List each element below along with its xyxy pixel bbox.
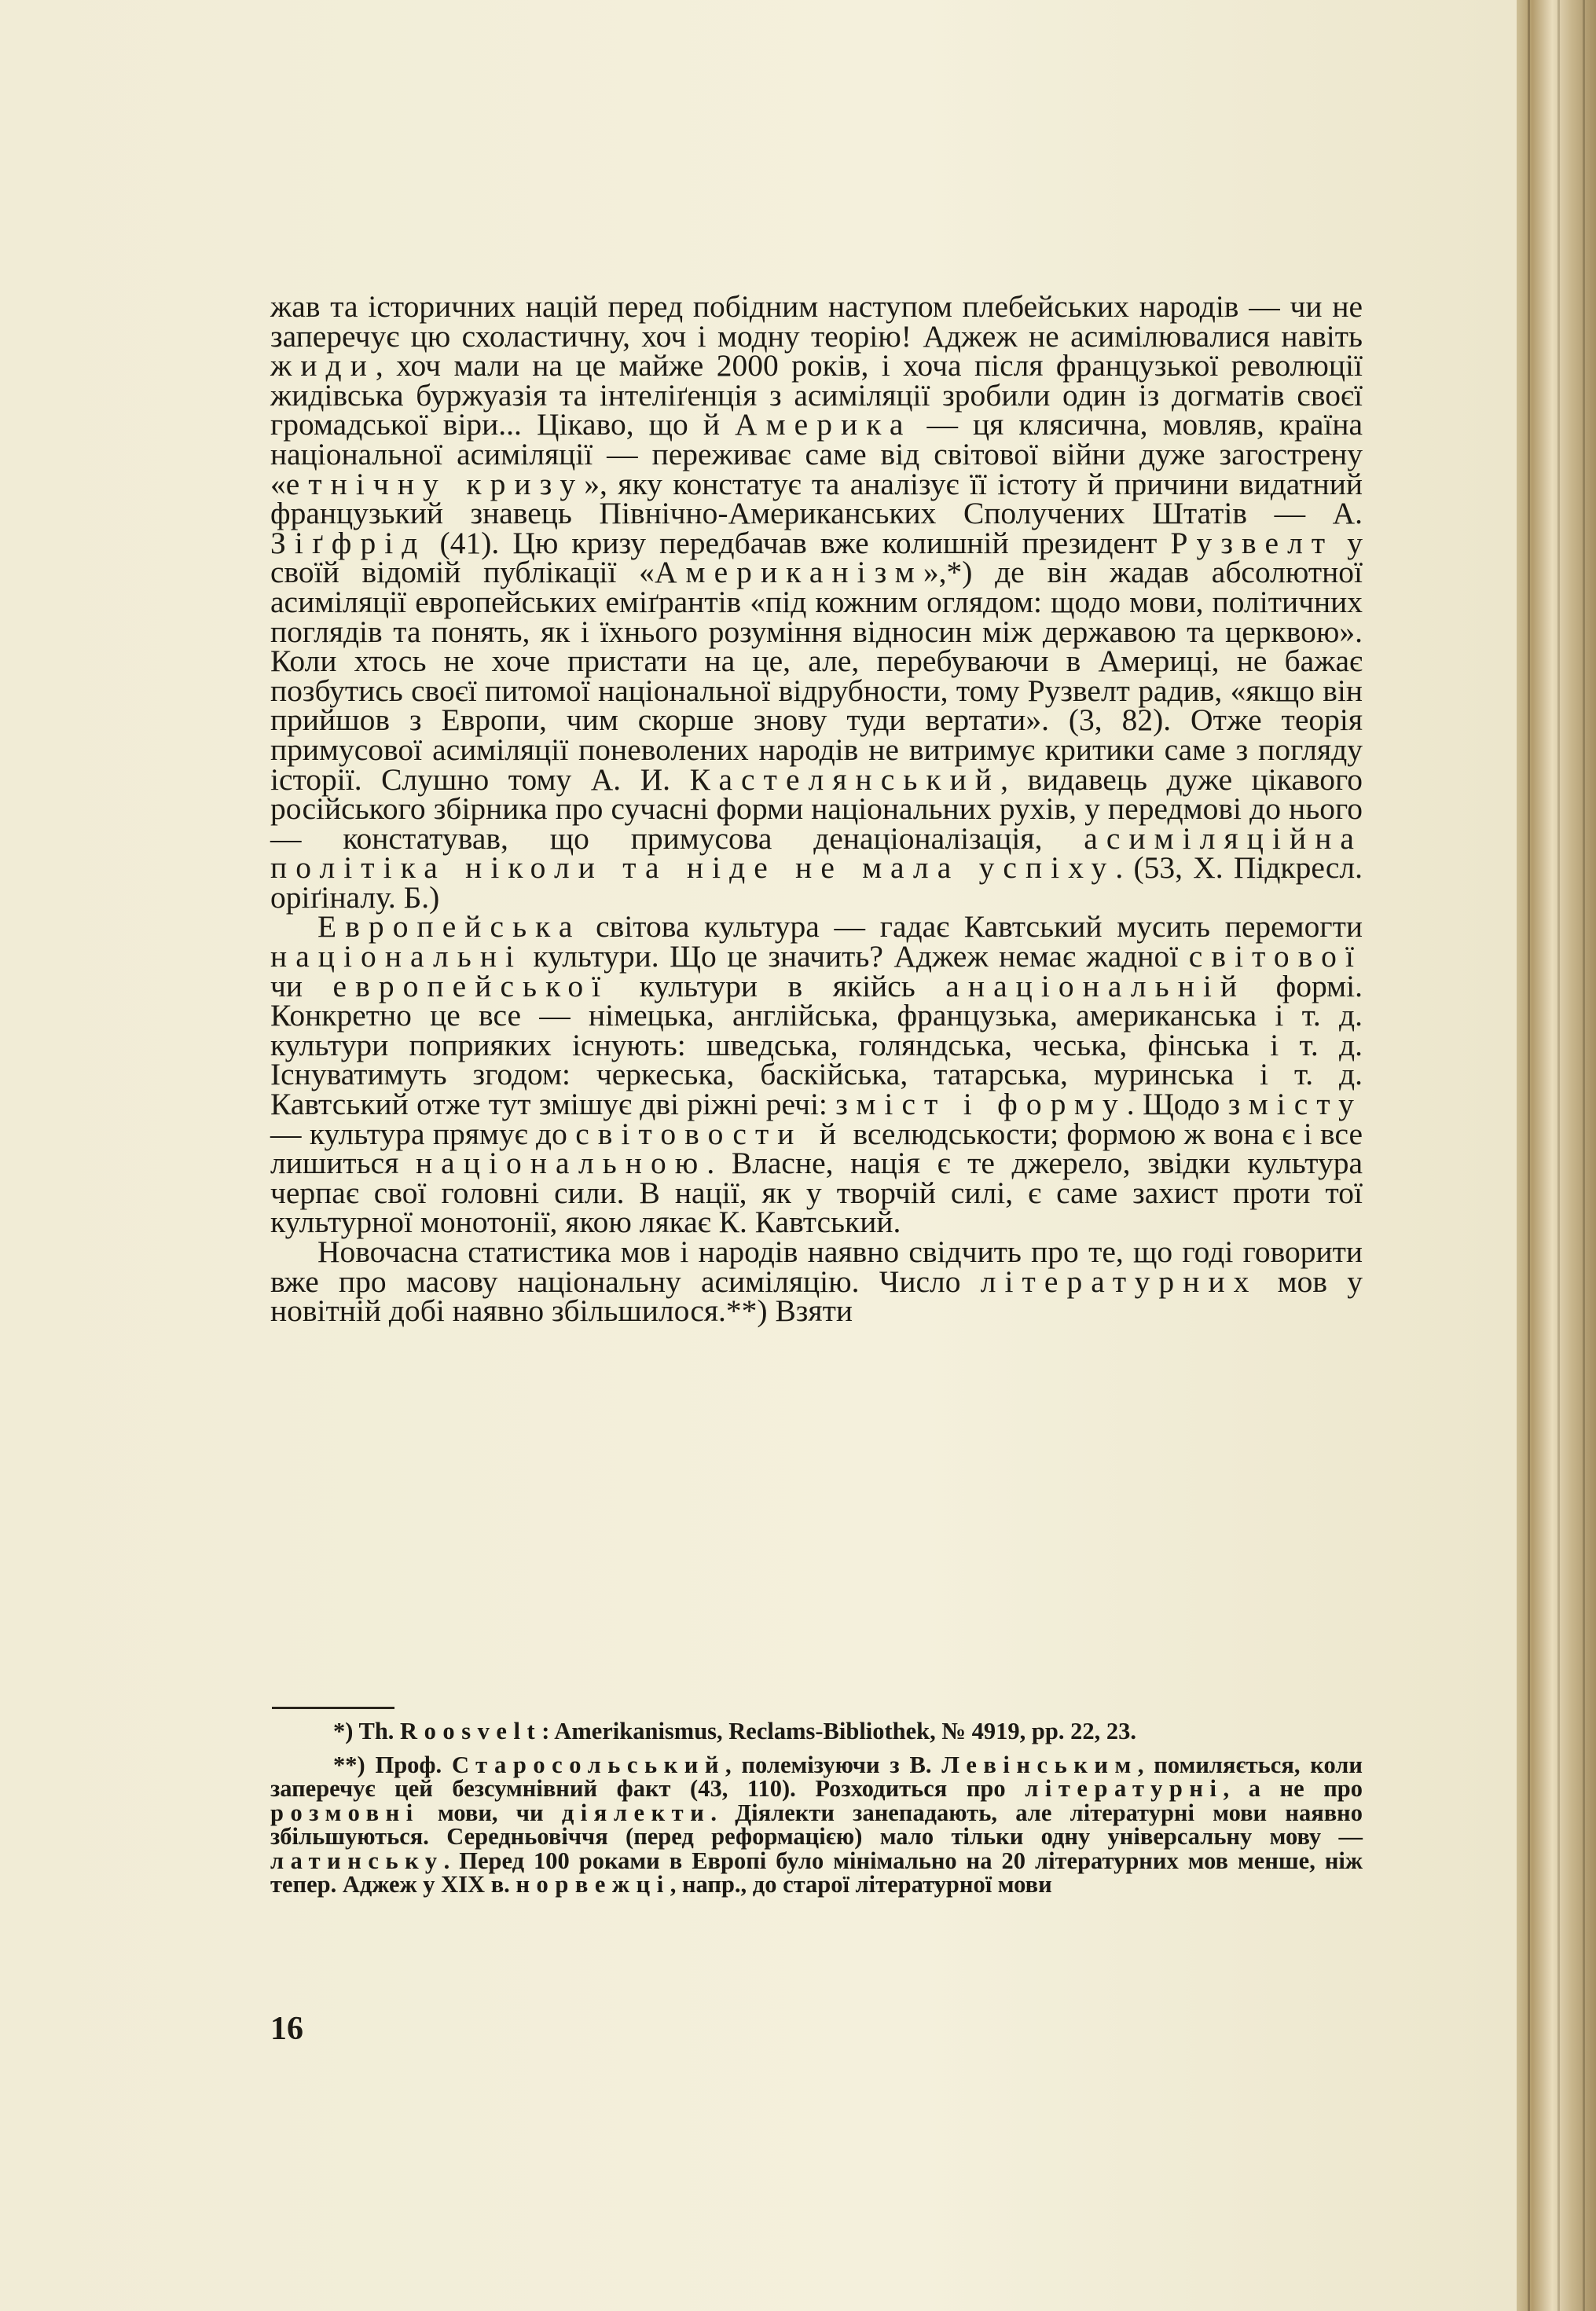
text-segment: культури в якійсь (609, 968, 946, 1003)
paragraph-1 (270, 289, 1363, 915)
text-segment: національні (270, 939, 523, 974)
footnote-segment: , а не про (1223, 1775, 1363, 1802)
footnote-segment: **) Проф. (333, 1751, 452, 1778)
text-segment: Новочасна статистика мов і народів наявно свідчить про те, що годі говорити вже про масову національну асиміляцію. Число (270, 1234, 1363, 1299)
book-spine-edge (1517, 0, 1596, 2311)
text-segment: , видавець дуже цікавого російського збірника про сучасні форми національних рухів, у передмові до нього — констатував, що примусова денаціоналізація, (270, 761, 1363, 856)
text-segment: Кастелянський (689, 761, 1001, 797)
text-segment: чи (270, 968, 333, 1003)
footnote-segment: , напр., до старої літературної мови (670, 1871, 1052, 1898)
text-segment: змісту (1227, 1087, 1363, 1122)
page-number: 16 (270, 2011, 303, 2047)
body-text (270, 289, 1363, 1329)
footnote-segment: , помиляється, коли заперечує цей безсумнівний факт (43, 110). Розходиться про (270, 1751, 1363, 1802)
footnote-segment: Левінським (941, 1751, 1138, 1778)
text-segment: Зіґфрід (270, 525, 427, 560)
text-segment: европейської (332, 968, 610, 1003)
footnote-segment: літературні (1025, 1775, 1224, 1802)
text-segment: жиди (270, 348, 376, 383)
footnotes (270, 1719, 1363, 1906)
text-segment: анаціональній (945, 968, 1246, 1003)
text-segment: Рузвелт (1170, 525, 1334, 560)
text-segment: асиміляційна політіка ніколи та ніде не мала успіху (270, 820, 1363, 886)
footnote-segment: Старосольський (451, 1751, 725, 1778)
footnote-segment: норвежці (515, 1871, 670, 1898)
footnote-segment: , полемізуючи з В. (725, 1751, 942, 1778)
text-segment: (41). Цю кризу передбачав вже колишній президент (426, 525, 1171, 560)
text-segment: світовости й (575, 1116, 846, 1151)
paragraph-3 (270, 1234, 1363, 1329)
text-segment: культури. Що це значить? Аджеж немає жадної (523, 939, 1189, 974)
footnote-segment: латинську (270, 1847, 444, 1874)
footnote-segment: *) Th. (333, 1718, 401, 1744)
footnote-segment: розмовні (270, 1799, 420, 1826)
text-segment: зміст і форму (835, 1087, 1127, 1122)
footnote-divider (272, 1707, 394, 1709)
text-segment: — ця клясична, мовляв, країна національної асиміляції — переживає саме від світової війни дуже загострену « (270, 407, 1363, 501)
footnote-segment: . Діялекти занепадають, але літературні мови наявно збільшуються. Середньовіччя (перед реформацією) мало тільки одну універсальну мову — (270, 1799, 1363, 1850)
footnote-segment: мови, чи (419, 1799, 562, 1826)
text-segment: вселюдськости; формою ж вона є і все лишиться (270, 1116, 1363, 1181)
text-segment: жав та історичних націй перед побідним наступом плебейських народів — чи не заперечує цю схоластичну, хоч і модну теорію! Аджеж не асимілювалися навіть (270, 289, 1363, 354)
footnote-segment: діялекти (561, 1799, 711, 1826)
footnote-segment: : Amerikanismus, Reclams-Bibliothek, № 4919, pp. 22, 23. (541, 1718, 1136, 1744)
text-segment: . Щодо (1126, 1087, 1228, 1122)
text-segment: світова культура — гадає Кавтський мусить перемогти (581, 909, 1363, 945)
text-segment: . (53, X. Підкресл. оріґіналу. Б.) (270, 850, 1363, 915)
text-segment: етнічну кризу (285, 466, 585, 501)
text-segment: мов у новітній добі наявно збільшилося.**) Взяти (270, 1264, 1363, 1329)
footnote-segment: Roosvelt (400, 1718, 542, 1744)
text-segment: у своїй відомій публікації « (270, 525, 1363, 590)
text-segment: Америка (734, 407, 912, 442)
text-segment: — культура прямує до (270, 1116, 576, 1151)
text-segment: національною (415, 1146, 707, 1181)
text-segment: Американізм (654, 555, 923, 590)
text-segment: . Власне, нація є те джерело, звідки культура черпає свої головні сили. В нації, як у творчій силі, є саме захист проти тої культурної монотонії, якою лякає К. Кавтський. (270, 1146, 1363, 1240)
text-segment: Европейська (317, 909, 582, 945)
text-segment: , хоч мали на це майже 2000 років, і хоча після французької революції жидівська буржуазія та інтеліґенція з асиміляції зробили один із догматів своєї громадської віри... Цікаво, що й (270, 348, 1363, 442)
footnote-segment: . Перед 100 роками в Европі було мінімально на 20 літературних мов менше, ніж тепер. Аджеж у XIX в. (270, 1847, 1363, 1898)
text-segment: »,*) де він жадав абсолютної асиміляції европейських еміґрантів «під кожним оглядом: щодо мови, політичних поглядів та понять, як і їхнього розуміння відносин між державою та церквою». Коли хтось не хоче пристати на це, але, перебуваючи в Америці, не бажає позбутись своєї питомої національної відрубности, тому Рузвелт радив, «якщо він прийшов з Европи, чим скорше знову туди вертати». (3, 82). Отже теорія примусової асиміляції поневолених народів не витримує критики саме з погляду історії. Слушно тому А. И. (270, 555, 1363, 797)
text-segment: літературних (980, 1264, 1258, 1299)
footnote-1 (270, 1719, 1363, 1744)
paragraph-2 (270, 909, 1363, 1240)
text-segment: формі. Конкретно це все — німецька, англійська, французька, американська і т. д. культури поприяких існують: шведська, голяндська, чеська, фінська і т. д. Існуватимуть згодом: черкеська, баскійська, татарська, муринська і т. д. Кавтський отже тут змішує дві ріжні речі: (270, 968, 1363, 1122)
footnote-2 (270, 1753, 1363, 1897)
text-segment: », яку констатує та аналізує її істоту й причини видатний французький знавець Північно-Американських Сполучених Штатів — А. (270, 466, 1363, 531)
text-segment: світової (1188, 939, 1363, 974)
